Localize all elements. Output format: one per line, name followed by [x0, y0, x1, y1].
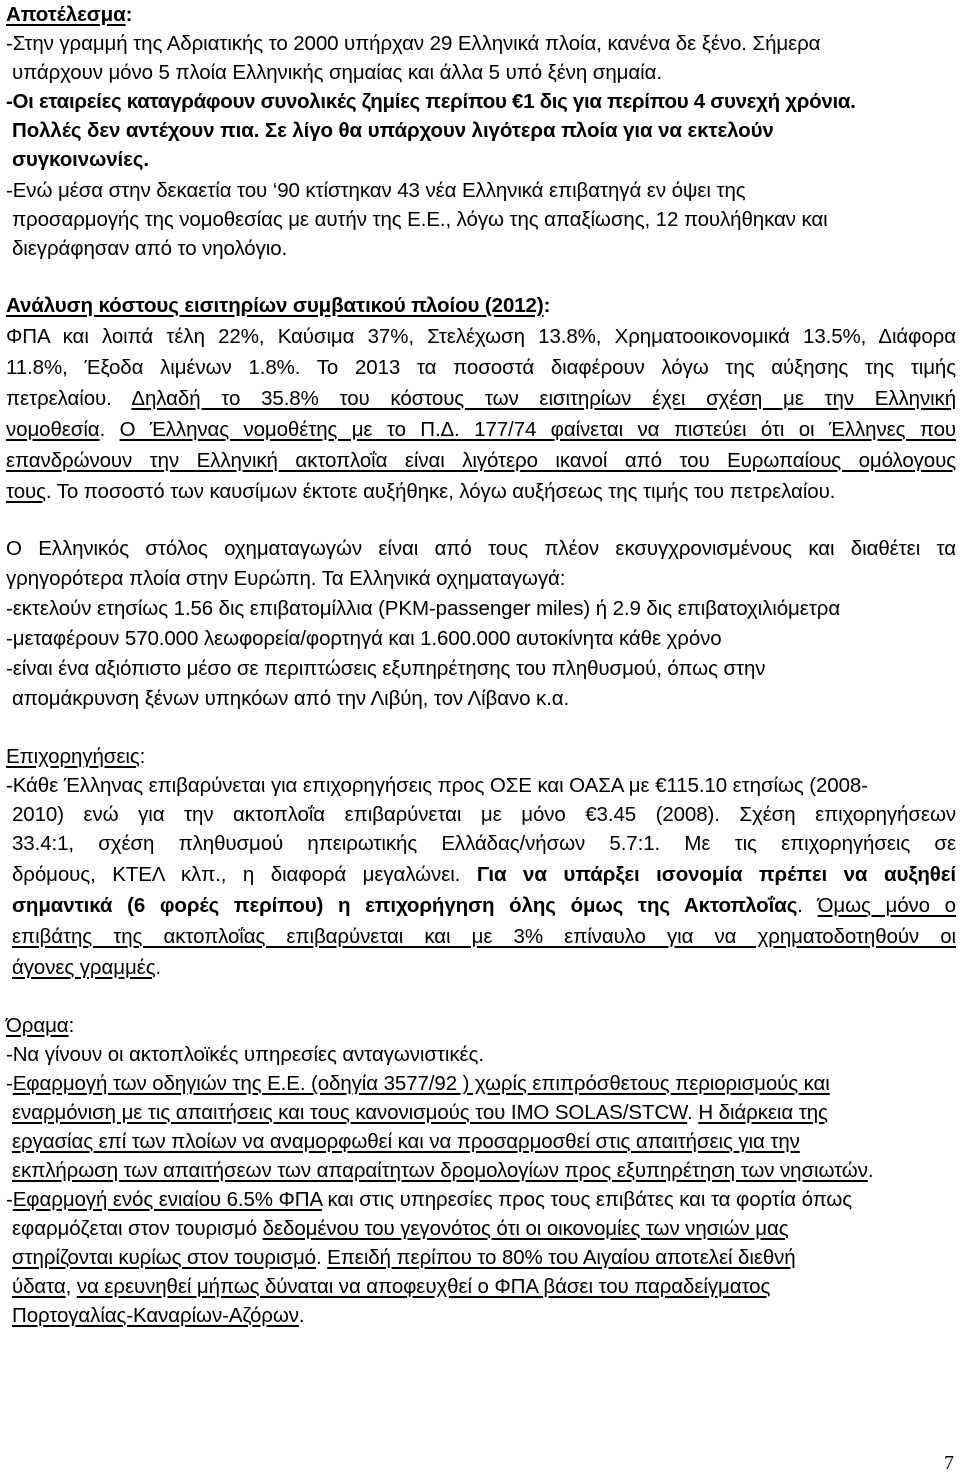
subsidies-heading: Επιχορηγήσεις:: [6, 745, 146, 768]
fleet-line-4: -μεταφέρουν 570.000 λεωφορεία/φορτηγά και 1.600.000 αυτοκίνητα κάθε χρόνο: [6, 627, 722, 650]
vision-line-5: [12, 1158, 873, 1184]
cost-line-4: [6, 417, 956, 443]
subsidies-line-3: 33.4:1, σχέση πληθυσμού ηπειρωτικής Ελλάδας/νήσων 5.7:1. Με τις επιχορηγήσεις σε: [12, 832, 956, 855]
vision-line-8-b: .: [315, 1246, 328, 1269]
cost-line-3-b: Δηλαδή το 35.8% του κόστους των εισιτηρίων έχει σχέση με την Ελληνική: [131, 387, 957, 410]
result-line-6: -Ενώ μέσα στην δεκαετία του ‘90 κτίστηκαν 43 νέα Ελληνικά επιβατηγά εν όψει της: [6, 179, 746, 202]
subsidies-line-1: -Κάθε Έλληνας επιβαρύνεται για επιχορηγήσεις προς ΟΣΕ και ΟΑΣΑ με €115.10 ετησίως (2008-: [6, 774, 868, 797]
cost-line-1: ΦΠΑ και λοιπά τέλη 22%, Καύσιμα 37%, Στελέχωση 13.8%, Χρηματοοικονομικά 13.5%, Διάφορα: [6, 325, 956, 348]
cost-line-2: 11.8%, Έξοδα λιμένων 1.8%. Το 2013 τα ποσοστά διαφέρουν λόγω της αύξησης της τιμής: [6, 356, 956, 379]
result-heading-text: Αποτέλεσμα: [6, 3, 126, 26]
fleet-line-2: γρηγορότερα πλοία στην Ευρώπη. Τα Ελληνικά οχηματαγωγά:: [6, 567, 566, 590]
vision-line-6-b: Εφαρμογή ενός ενιαίου 6.5% ΦΠΑ: [12, 1188, 322, 1211]
subsidies-heading-text: Επιχορηγήσεις: [6, 745, 140, 768]
subsidies-line-7-a: άγονες γραμμές: [12, 956, 156, 979]
result-line-8: διεγράφησαν από το νηολόγιο.: [12, 237, 288, 260]
result-line-4: Πολλές δεν αντέχουν πια. Σε λίγο θα υπάρχουν λιγότερα πλοία για να εκτελούν: [12, 119, 774, 142]
cost-line-6-b: . Το ποσοστό των καυσίμων έκτοτε αυξήθηκε, λόγω αυξήσεως της τιμής του πετρελαίου.: [45, 480, 836, 503]
vision-line-5-b: .: [867, 1159, 874, 1182]
page-number: 7: [944, 1452, 954, 1474]
vision-line-1: -Να γίνουν οι ακτοπλοϊκές υπηρεσίες ανταγωνιστικές.: [6, 1043, 484, 1066]
vision-line-2: [6, 1071, 830, 1097]
subsidies-line-4-a: δρόμους, ΚΤΕΛ κλπ., η διαφορά μεγαλώνει.: [12, 863, 477, 886]
vision-line-2-b: Εφαρμογή των οδηγιών της Ε.Ε. (οδηγία 3577/92 ) χωρίς επιπρόσθετους περιορισμούς και: [12, 1072, 830, 1095]
fleet-line-6: απομάκρυνση ξένων υπηκόων από την Λιβύη, τον Λίβανο κ.α.: [12, 687, 570, 710]
subsidies-line-2: 2010) ενώ για την ακτοπλοΐα επιβαρύνεται με μόνο €3.45 (2008). Σχέση επιχορηγήσεων: [12, 803, 956, 826]
result-line-1: -Στην γραμμή της Αδριατικής το 2000 υπήρχαν 29 Ελληνικά πλοία, κανένα δε ξένο. Σήμερα: [6, 32, 821, 55]
cost-line-6: [6, 479, 835, 505]
vision-line-10-a: Πορτογαλίας-Καναρίων-Αζόρων: [12, 1304, 299, 1327]
cost-line-3: [6, 386, 956, 412]
vision-line-9-a: ύδατα: [12, 1275, 66, 1298]
vision-line-6: [6, 1187, 852, 1213]
vision-line-6-a: -: [6, 1188, 13, 1211]
vision-line-3: [12, 1100, 828, 1126]
vision-line-6-c: και στις υπηρεσίες προς τους επιβάτες και τα φορτία όπως: [321, 1188, 853, 1211]
vision-line-3-a: εναρμόνιση με τις απαιτήσεις και τους κανονισμούς του IMO SOLAS/STCW: [12, 1101, 688, 1124]
cost-line-4-b: .: [99, 418, 120, 441]
result-line-3: -Οι εταιρείες καταγράφουν συνολικές ζημίες περίπου €1 δις για περίπου 4 συνεχή χρόνια.: [6, 90, 856, 113]
vision-heading: Όραμα:: [6, 1014, 75, 1037]
vision-heading-text: Όραμα: [6, 1014, 69, 1037]
subsidies-line-4: [12, 862, 956, 888]
result-line-2: υπάρχουν μόνο 5 πλοία Ελληνικής σημαίας και άλλα 5 υπό ξένη σημαία.: [12, 61, 662, 84]
vision-line-9-b: ,: [65, 1275, 77, 1298]
vision-line-8-a: στηρίζονται κυρίως στον τουρισμό: [12, 1246, 316, 1269]
subsidies-line-7-b: .: [155, 956, 162, 979]
fleet-line-5: -είναι ένα αξιόπιστο μέσο σε περιπτώσεις εξυπηρέτησης του πληθυσμού, όπως στην: [6, 657, 766, 680]
vision-line-2-a: -: [6, 1072, 13, 1095]
vision-line-7: [12, 1216, 789, 1242]
cost-line-5: επανδρώνουν την Ελληνική ακτοπλοΐα είναι λιγότερο ικανοί από του Ευρωπαίους ομόλογους: [6, 449, 956, 472]
subsidies-line-5-c: Όμως μόνο ο: [817, 894, 956, 917]
subsidies-line-5-a: σημαντικά (6 φορές περίπου) η επιχορήγηση όλης όμως της Ακτοπλοΐας: [12, 894, 798, 917]
vision-line-7-a: εφαρμόζεται στον τουρισμό: [12, 1217, 263, 1240]
vision-line-3-c: Η διάρκεια της: [698, 1101, 828, 1124]
cost-line-4-a: νομοθεσία: [6, 418, 100, 441]
vision-line-10-b: .: [298, 1304, 305, 1327]
result-line-5: συγκοινωνίες.: [12, 148, 149, 171]
subsidies-line-5: [12, 893, 956, 919]
fleet-line-1: Ο Ελληνικός στόλος οχηματαγωγών είναι από τους πλέον εκσυγχρονισμένους και διαθέτει τα: [6, 537, 956, 560]
subsidies-line-7: [12, 955, 161, 981]
vision-line-7-b: δεδομένου του γεγονότος ότι οι οικονομίες των νησιών μας: [262, 1217, 789, 1240]
vision-line-4: εργασίας επί των πλοίων να αναμορφωθεί και να προσαρμοσθεί στις απαιτήσεις για την: [12, 1130, 800, 1153]
fleet-line-3: -εκτελούν ετησίως 1.56 δις επιβατομίλλια (PKM-passenger miles) ή 2.9 δις επιβατοχιλιόμετρα: [6, 597, 841, 620]
subsidies-line-6: επιβάτης της ακτοπλοΐας επιβαρύνεται και με 3% επίναυλο για να χρηματοδοτηθούν οι: [12, 925, 956, 948]
vision-line-10: [12, 1303, 305, 1329]
cost-line-3-a: πετρελαίου.: [6, 387, 132, 410]
vision-line-5-a: εκπλήρωση των απαιτήσεων των απαραίτητων δρομολογίων προς εξυπηρέτηση των νησιωτών: [12, 1159, 868, 1182]
vision-line-9: [12, 1274, 770, 1300]
subsidies-line-5-b: .: [797, 894, 818, 917]
cost-line-4-c: Ο Έλληνας νομοθέτης με το Π.Δ. 177/74 φαίνεται να πιστεύει ότι οι Έλληνες που: [119, 418, 956, 441]
vision-line-9-c: να ερευνηθεί μήπως δύναται να αποφευχθεί ο ΦΠΑ βάσει του παραδείγματος: [76, 1275, 771, 1298]
cost-line-6-a: τους: [6, 480, 46, 503]
vision-line-8-c: Επειδή περίπου το 80% του Αιγαίου αποτελεί διεθνή: [327, 1246, 796, 1269]
result-heading: Αποτέλεσμα:: [6, 3, 133, 26]
cost-heading-text: Ανάλυση κόστους εισιτηρίων συμβατικού πλοίου (2012): [6, 294, 544, 317]
subsidies-line-4-b: Για να υπάρξει ισονομία πρέπει να αυξηθεί: [476, 863, 956, 886]
result-line-7: προσαρμογής της νομοθεσίας με αυτήν της Ε.Ε., λόγω της απαξίωσης, 12 πουλήθηκαν και: [12, 208, 828, 231]
vision-line-8: [12, 1245, 796, 1271]
cost-heading: Ανάλυση κόστους εισιτηρίων συμβατικού πλοίου (2012):: [6, 294, 551, 317]
vision-line-3-b: .: [687, 1101, 699, 1124]
